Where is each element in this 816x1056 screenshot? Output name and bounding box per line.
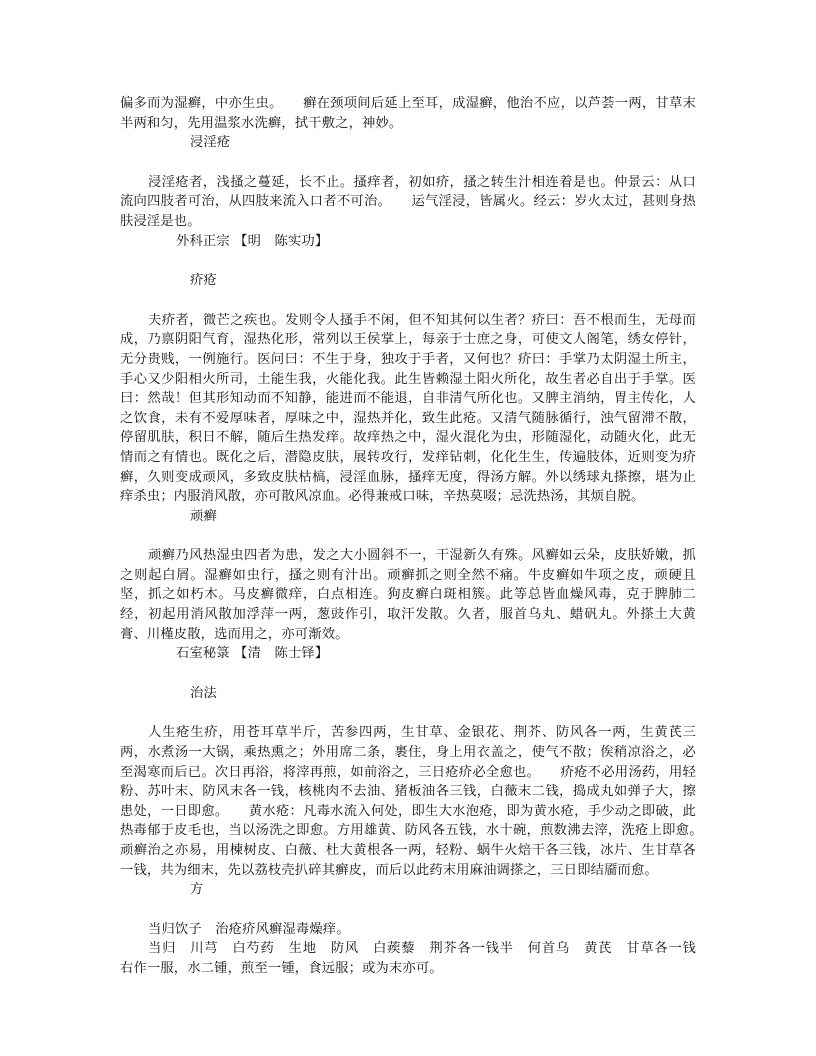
paragraph-jinyinchuang: 浸淫疮者，浅搔之蔓延，长不止。搔痒者，初如疥，搔之转生汁相连着是也。仲景云：从口流向四肢者可治，从四肢来流入口者不可治。 运气淫浸，皆属火。经云：岁火太过，甚则身热肤浸淫是也。 bbox=[120, 174, 696, 229]
source-waike-zhengzong: 外科正宗 【明 陈实功】 bbox=[176, 233, 329, 249]
paragraph-wanxuan: 顽癣乃风热湿虫四者为患，发之大小圆斜不一，干湿新久有殊。风癣如云朵，皮肤娇嫩，抓之则起白屑。湿癣如虫行，搔之则有汁出。顽癣抓之则全然不痛。牛皮癣如牛项之皮，顽硬且坚，抓之如朽木。马皮癣微痒，白点相连。狗皮癣白斑相簇。此等总皆血燥风毒，克于脾肺二经，初起用消风散加浮萍一两，葱豉作引，取汗发散。久者，服首乌丸、蜡矾丸。外搽土大黄膏、川槿皮散，选而用之，亦可渐效。 bbox=[120, 548, 696, 642]
heading-jiechuang: 疥疮 bbox=[190, 273, 217, 289]
heading-jinyinchuang: 浸淫疮 bbox=[190, 135, 231, 151]
source-shishi-milu: 石室秘箓 【清 陈士铎】 bbox=[176, 646, 329, 662]
heading-fang: 方 bbox=[190, 882, 204, 898]
paragraph-jiechuang: 夫疥者，微芒之疾也。发则令人搔手不闲，但不知其何以生者？疥曰：吾不根而生，无母而成，乃禀阴阳气育，湿热化形，常列以王侯掌上，每亲于士庶之身，可使文人阁笔，绣女停针，无分贵贱，一例施行。医问曰：不生于身，独攻于手者，又何也？疥曰：手掌乃太阴湿土所主，手心又少阳相火所司，土能生我，火能化我。此生皆赖湿土阳火所化，故生者必自出于手掌。医曰：然哉！但其形知动而不知静，能进而不能退，自非清气所化也。又脾主消纳，胃主传化，人之饮食，未有不爱厚味者，厚味之中，湿热并化，致生此疮。又清气随脉循行，浊气留滞不散，停留肌肤，积日不解，随后生热发痒。故痒热之中，湿火混化为虫，形随湿化，动随火化，此无情而之有情也。既化之后，潜隐皮肤，展转攻行，发痒钻刺，化化生生，传遍肢体，近则变为疥癣，久则变成顽风，多致皮肤枯槁，浸淫血脉，搔痒无度，得汤方解。外以绣球丸搽擦，堪为止痒杀虫；内服消风散，亦可散风凉血。必得兼戒口味，辛热莫啜；忌洗热汤，其烦自脱。 bbox=[120, 312, 696, 505]
paragraph-wet-tinea: 偏多而为湿癣，中亦生虫。 癣在颈项间后延上至耳，成湿癣，他治不应，以芦荟一两，甘草末半两和匀，先用温浆水洗癣，拭干敷之，神妙。 bbox=[120, 96, 696, 131]
heading-zhifa: 治法 bbox=[190, 685, 217, 701]
paragraph-formula-ingredients: 当归 川芎 白芍药 生地 防风 白蒺藜 荆芥各一钱半 何首乌 黄芪 甘草各一钱 右作一服，水二锺，煎至一锺，食远服；或为末亦可。 bbox=[120, 941, 710, 976]
paragraph-zhifa: 人生疮生疥，用苍耳草半斤，苦参四两，生甘草、金银花、荆芥、防风各一两，生黄芪三两，水煮汤一大锅，乘热熏之；外用席二条，裹住，身上用衣盖之，使气不散；俟稍凉浴之，必至渴寒而后已。次日再浴，将滓再煎，如前浴之，三日疮疥必全愈也。 疥疮不必用汤药，用轻粉、苏叶末、防风末各一钱，核桃肉不去油、猪板油各三钱，白薇末二钱，捣成丸如弹子大，擦患处，一日即愈。 黄水疮：凡毒水流入何处，即生大水泡疮，即为黄水疮，手少动之即破，此热毒郁于皮毛也，当以汤洗之即愈。方用雄黄、防风各五钱，水十碗，煎数沸去滓，洗疮上即愈。 顽癣治之亦易，用楝树皮、白薇、杜大黄根各一两，轻粉、蜗牛火焙干各三钱，冰片、生甘草各一钱，共为细末，先以荔枝壳扒碎其癣皮，而后以此药末用麻油调搽之，三日即结靥而愈。 bbox=[120, 725, 723, 878]
paragraph-danggui-yinzi: 当归饮子 治疮疥风癣湿毒燥痒。 bbox=[148, 921, 350, 937]
heading-wanxuan: 顽癣 bbox=[190, 508, 217, 524]
